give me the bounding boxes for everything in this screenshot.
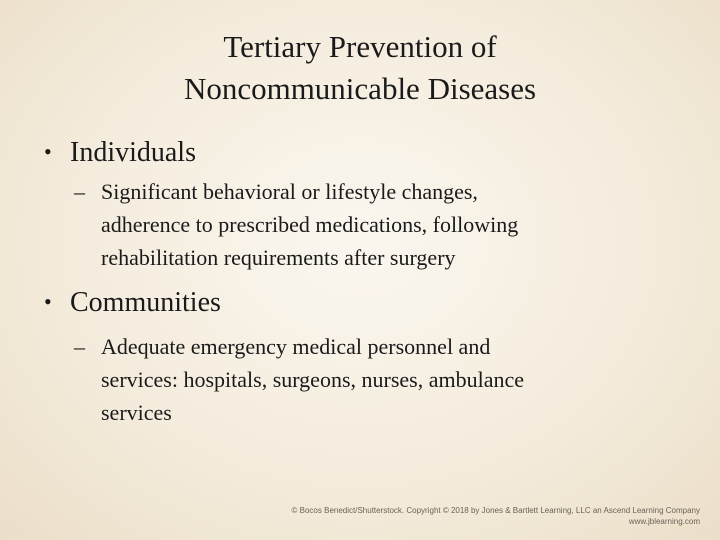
sub-bullet-text	[74, 175, 674, 274]
bullet-communities	[44, 286, 221, 319]
bullet-heading: Individuals	[70, 137, 196, 168]
sub-bullet-line: services	[101, 400, 172, 425]
bullet-heading: Communities	[70, 287, 221, 318]
sub-bullet-line: Adequate emergency medical personnel and	[101, 334, 491, 359]
dash-icon: –	[74, 179, 85, 204]
slide-title	[0, 26, 720, 110]
bullet-individuals	[44, 136, 196, 169]
sub-bullet-line: services: hospitals, surgeons, nurses, ambulance	[101, 367, 525, 392]
title-line-2: Noncommunicable Diseases	[183, 71, 537, 106]
title-line-1: Tertiary Prevention of	[223, 29, 497, 64]
dash-icon: –	[74, 334, 85, 359]
credit-line-1: © Bocos Benedict/Shutterstock. Copyright © 2018 by Jones & Bartlett Learning, LLC an Ascend Learning Company	[291, 506, 700, 515]
sub-bullet-text	[74, 330, 674, 429]
bullet-icon: •	[44, 289, 52, 314]
bullet-icon: •	[44, 139, 52, 164]
sub-bullet-individuals	[74, 175, 674, 274]
sub-bullet-communities	[74, 330, 674, 429]
copyright-credit	[292, 505, 700, 527]
sub-bullet-line: Significant behavioral or lifestyle changes,	[101, 179, 478, 204]
credit-line-2: www.jblearning.com	[628, 517, 700, 526]
sub-bullet-line: rehabilitation requirements after surgery	[101, 245, 456, 270]
sub-bullet-line: adherence to prescribed medications, following	[101, 212, 519, 237]
